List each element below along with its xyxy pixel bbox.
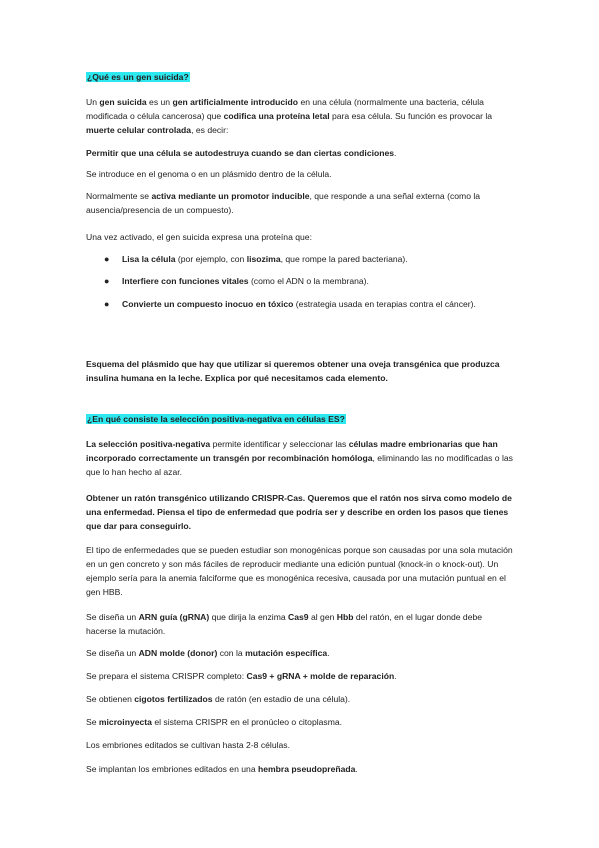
text: Se implantan los embriones editados en una [86, 764, 258, 774]
bullet-dot: ● [104, 254, 110, 264]
bullet-dot: ● [104, 276, 110, 286]
text: para esa célula. Su función es provocar la [329, 111, 493, 121]
paragraph-activado: Una vez activado, el gen suicida expresa una proteína que: [86, 232, 312, 242]
text: Se obtienen [86, 694, 135, 704]
bold-text: activa mediante un promotor inducible [151, 191, 310, 201]
text: , que rompe la pared bacteriana). [280, 254, 408, 264]
bold-text: ARN guía (gRNA) [138, 612, 210, 622]
bold-text: La selección positiva-negativa [86, 439, 211, 449]
text: que dirija la enzima [209, 612, 289, 622]
paragraph-definition [86, 95, 514, 137]
bold-text: codifica una proteína letal [223, 111, 330, 121]
bold-text: gen artificialmente introducido [172, 97, 299, 107]
bold-text: Cas9 [288, 612, 309, 622]
question-plasmido: Esquema del plásmido que hay que utilizar si queremos obtener una oveja transgénica que produzca insulina humana en la leche. Explica por qué necesitamos cada elemento. [86, 359, 500, 383]
highlighted-heading: ¿En qué consiste la selección positiva-negativa en células ES? [87, 414, 345, 424]
bold-text: ADN molde (donor) [138, 648, 218, 658]
text: Se prepara el sistema CRISPR completo: [86, 671, 247, 681]
paragraph-genoma: Se introduce en el genoma o en un plásmido dentro de la célula. [86, 169, 332, 179]
step-donor [86, 646, 514, 660]
text: . [327, 648, 330, 658]
bold-text: hembra pseudopreñada [257, 764, 356, 774]
bold-text: Hbb [336, 612, 354, 622]
text: permite identificar y seleccionar las [210, 439, 349, 449]
step-gRNA [86, 610, 514, 638]
bold-text: Convierte un compuesto inocuo en tóxico [122, 299, 294, 309]
text: del ratón, en el lugar donde debe hacerse la mutación. [86, 612, 483, 636]
text: . [394, 671, 397, 681]
text: , eliminando las no modificadas o las que lo han hecho al azar. [86, 453, 513, 477]
bold-text: células madre embrionarias que han incorporado correctamente un transgén por recombinación homóloga [86, 439, 498, 463]
bold-text: Lisa la célula [122, 254, 176, 264]
text: Se diseña un [86, 612, 139, 622]
step-cigotos [86, 692, 514, 706]
text: , es decir: [191, 125, 229, 135]
text: Normalmente se [86, 191, 152, 201]
text: (por ejemplo, con [175, 254, 247, 264]
text: , que responde a una señal externa (como la ausencia/presencia de un compuesto). [86, 191, 481, 215]
text: en una célula (normalmente una bacteria, célula modificada o célula cancerosa) que [86, 97, 484, 121]
bold-text: mutación específica [245, 648, 328, 658]
heading-gen-suicida [86, 70, 514, 84]
text: . [355, 764, 358, 774]
text: Un [86, 97, 100, 107]
heading-seleccion [86, 412, 514, 426]
text: con la [217, 648, 246, 658]
paragraph-promotor [86, 189, 514, 217]
step-cultivo: Los embriones editados se cultivan hasta 2-8 células. [86, 740, 290, 750]
highlighted-heading: ¿Qué es un gen suicida? [87, 72, 189, 82]
bold-text: Cas9 + gRNA + molde de reparación [246, 671, 395, 681]
text: de ratón (en estadio de una célula). [212, 694, 351, 704]
bold-text: gen suicida [99, 97, 147, 107]
step-implantacion [86, 762, 514, 776]
bold-text: muerte celular controlada [86, 125, 192, 135]
text: . [394, 148, 397, 158]
bullet-item [122, 297, 514, 311]
text: es un [146, 97, 173, 107]
bold-text: microinyecta [98, 717, 152, 727]
text: Se diseña un [86, 648, 139, 658]
text: el sistema CRISPR en el pronúcleo o citoplasma. [151, 717, 343, 727]
bold-text: cigotos fertilizados [134, 694, 213, 704]
paragraph-enfermedades: El tipo de enfermedades que se pueden estudiar son monogénicas porque son causadas por una sola mutación en un gen concreto y son más fáciles de reproducir mediante una edición puntual (knock-in o knock-out). Un ejemplo sería para la anemia falciforme que es monogénica recesiva, causada por una mutación puntual en el gen HBB. [86, 545, 513, 597]
text: (estrategia usada en terapias contra el cáncer). [293, 299, 476, 309]
paragraph-seleccion [86, 437, 514, 479]
step-microinyecta [86, 715, 514, 729]
paragraph-permitir [86, 146, 514, 160]
bold-text: Interfiere con funciones vitales [122, 276, 249, 286]
text: al gen [308, 612, 337, 622]
text: (como el ADN o la membrana). [248, 276, 369, 286]
question-crispr: Obtener un ratón transgénico utilizando CRISPR-Cas. Queremos que el ratón nos sirva como modelo de una enfermedad. Piensa el tipo de enfermedad que podría ser y describe en orden los pasos que tienes que dar para conseguirlo. [86, 493, 512, 531]
bold-text: lisozima [246, 254, 281, 264]
bullet-dot: ● [104, 299, 110, 309]
bold-text: Permitir que una célula se autodestruya cuando se dan ciertas condiciones [86, 148, 395, 158]
step-sistema [86, 669, 514, 683]
bullet-item [122, 252, 514, 266]
bullet-item [122, 274, 514, 288]
text: Se [86, 717, 99, 727]
